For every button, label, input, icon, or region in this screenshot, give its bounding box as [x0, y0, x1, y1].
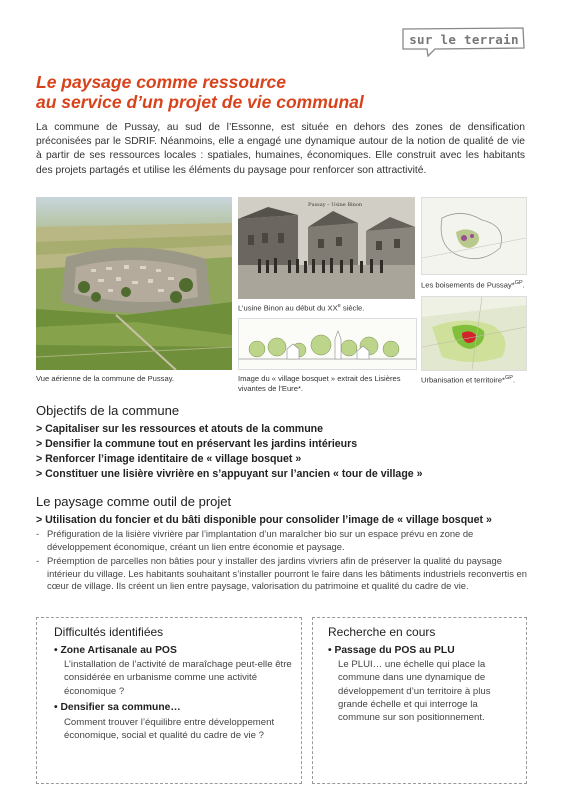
caption-village-bosquet: Image du « village bosquet » extrait des Lisières vivantes de l’Eure*.: [238, 374, 401, 393]
tool-bullet: > Utilisation du foncier et du bâti disponible pour consolider l’image de « village bosquet »: [36, 514, 492, 526]
urbanisation-map: [421, 296, 527, 371]
difficulty-title: • Zone Artisanale au POS: [54, 645, 177, 656]
difficulties-box: [36, 617, 302, 784]
research-box: [312, 617, 527, 784]
objective-item: > Capitaliser sur les ressources et atouts de la commune: [36, 423, 324, 435]
difficulty-text: Comment trouver l’équilibre entre développement économique, social et qualité du cadre de vie ?: [64, 717, 275, 742]
caption-factory: L’usine Binon au début du XXe siècle.: [238, 303, 365, 313]
difficulty-title: • Densifier sa commune…: [54, 702, 181, 713]
objective-item: > Densifier la commune tout en préservant les jardins intérieurs: [36, 438, 358, 450]
tool-dash-item: - Préfiguration de la lisière vivrière par l’implantation d’un maraîcher bio sur un espace prévu en zone de développement économique, créant un lien entre économie et paysage.: [36, 528, 474, 552]
objectives-heading: Objectifs de la commune: [36, 403, 180, 418]
objective-item: > Constituer une lisière vivrière en s’appuyant sur l’ancien « tour de village »: [36, 468, 423, 480]
caption-urbanisation: Urbanisation et territoire*$^{GP}$.: [421, 375, 516, 385]
difficulties-heading: Difficultés identifiées: [54, 625, 164, 639]
woods-map: [421, 197, 527, 275]
aerial-photo: [36, 197, 232, 370]
page-title: [36, 72, 364, 112]
caption-aerial: Vue aérienne de la commune de Pussay.: [36, 374, 175, 383]
section-tag: sur le terrain: [409, 32, 519, 47]
village-bosquet-drawing: [238, 318, 417, 370]
caption-woods: Les boisements de Pussay*$^{GP}$.: [421, 280, 525, 290]
difficulty-text: L’installation de l’activité de maraîchage peut-elle être considérée en urbanisme comme une activité économique ?: [64, 659, 292, 697]
page-title-line-1: Le paysage comme ressource: [36, 72, 286, 92]
factory-postcard-photo: [238, 197, 415, 299]
objective-item: > Renforcer l’image identitaire de « village bosquet »: [36, 453, 302, 465]
tool-heading: Le paysage comme outil de projet: [36, 494, 232, 509]
tool-dash-item: - Préemption de parcelles non bâties pour y installer des jardins vivriers afin de préserver la qualité du paysage intérieur du village. Les habitants souhaitant s’installer pourront le faire dans les bâtiments industriels reconvertis en cœur de village. Ils créent un lien entre paysage, valorisation du patrimoine et qualité du cadre de vie.: [36, 555, 527, 592]
intro-paragraph: La commune de Pussay, au sud de l’Essonne, est située en dehors des zones de densification préconisées par le SDRIF. Néanmoins, elle a engagé une dynamique autour de la notion de qualité de vie à partir de ses ressources locales : spatiales, humaines, économiques. Elle construit avec les habitants des projets partagés et utilise les éléments du paysage pour renforcer son attractivité.: [36, 122, 525, 176]
research-item-text: Le PLUI… une échelle qui place la commune dans une dynamique de développement d’un territoire à plus grande échelle et qui interroge la commune sur son positionnement.: [338, 659, 491, 724]
research-heading: Recherche en cours: [328, 625, 436, 639]
research-item-title: • Passage du POS au PLU: [328, 645, 455, 656]
postcard-text: Pussay – Usine Binon: [308, 202, 363, 208]
page-title-line-2: au service d’un projet de vie communal: [36, 92, 364, 112]
